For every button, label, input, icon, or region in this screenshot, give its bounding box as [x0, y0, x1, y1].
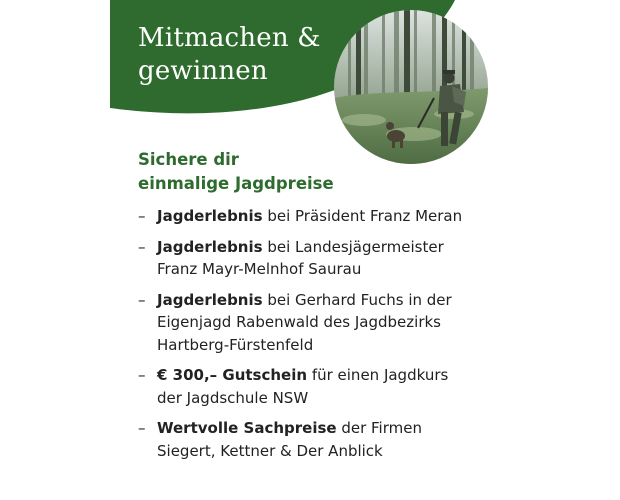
prize-highlight: € 300,– Gutschein	[157, 366, 308, 384]
prize-item	[138, 289, 498, 357]
prize-highlight: Jagderlebnis	[157, 237, 263, 256]
prize-text: bei Landesjägermeister	[262, 237, 444, 256]
prize-item	[138, 205, 498, 228]
prize-highlight: Jagderlebnis	[157, 207, 263, 225]
prize-list	[138, 205, 498, 470]
prize-text: für einen Jagdkurs	[307, 366, 449, 384]
prize-card	[110, 0, 510, 500]
prize-item	[138, 417, 498, 462]
prize-text-continued: Eigenjagd Rabenwald des Jagdbezirks	[157, 313, 441, 331]
prize-text: bei Präsident Franz Meran	[262, 207, 463, 225]
prize-item	[138, 364, 498, 409]
prize-text: der Firmen	[336, 419, 422, 437]
prize-item	[138, 236, 498, 281]
hunter-forest-photo	[334, 10, 488, 164]
prize-text-continued: Hartberg-Fürstenfeld	[157, 335, 314, 354]
bullet-dash: –	[138, 290, 146, 309]
headline-line-1: Mitmachen &	[138, 23, 321, 53]
bullet-dash: –	[138, 207, 146, 225]
prize-highlight: Wertvolle Sachpreise	[157, 419, 337, 437]
prize-highlight: Jagderlebnis	[157, 290, 263, 309]
subtitle-line-1: Sichere dir	[138, 150, 239, 169]
prize-text-continued: Franz Mayr-Melnhof Saurau	[157, 260, 362, 278]
headline	[138, 22, 321, 88]
bullet-dash: –	[138, 366, 146, 384]
subtitle-line-2: einmalige Jagdpreise	[138, 174, 334, 193]
prize-text-continued: der Jagdschule NSW	[157, 388, 309, 407]
bullet-dash: –	[138, 237, 146, 256]
bullet-dash: –	[138, 419, 146, 437]
prize-text-continued: Siegert, Kettner & Der Anblick	[157, 441, 383, 460]
subtitle	[138, 148, 334, 196]
prize-text: bei Gerhard Fuchs in der	[262, 290, 452, 309]
headline-line-2: gewinnen	[138, 56, 268, 86]
